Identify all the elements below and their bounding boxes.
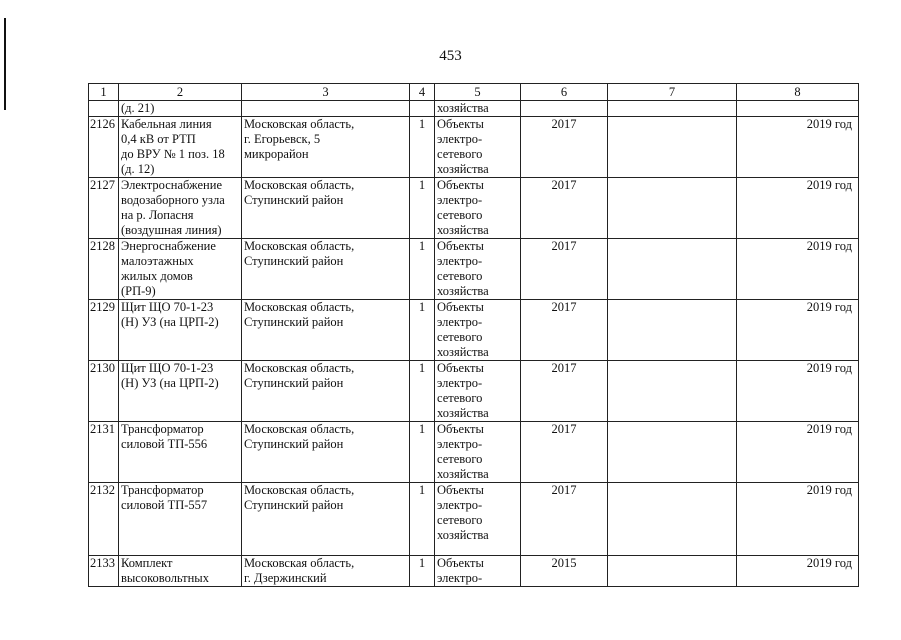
quantity-cell: 1 (410, 117, 435, 178)
quantity-cell: 1 (410, 556, 435, 587)
year-cell: 2017 (521, 361, 608, 422)
table-row (89, 117, 859, 178)
quantity-cell: 1 (410, 300, 435, 361)
location-cell: Московская область, г. Дзержинский (242, 556, 410, 587)
category-cell: Объекты электро- сетевого хозяйства (435, 483, 521, 556)
category-cell: Объекты электро- (435, 556, 521, 587)
category-cell: хозяйства (435, 101, 521, 117)
column7-cell (608, 422, 737, 483)
year-cell: 2017 (521, 117, 608, 178)
year-cell: 2017 (521, 422, 608, 483)
column7-cell (608, 117, 737, 178)
year-cell: 2015 (521, 556, 608, 587)
location-cell: Московская область, г. Егорьевск, 5 микрорайон (242, 117, 410, 178)
object-name-cell: Трансформатор силовой ТП-557 (119, 483, 242, 556)
row-number-cell: 2133 (89, 556, 119, 587)
row-number-cell: 2128 (89, 239, 119, 300)
location-cell: Московская область, Ступинский район (242, 483, 410, 556)
object-name-cell: Щит ЩО 70-1-23 (Н) УЗ (на ЦРП-2) (119, 361, 242, 422)
table-row (89, 556, 859, 587)
property-registry-table (88, 83, 859, 587)
location-cell: Московская область, Ступинский район (242, 239, 410, 300)
table-row (89, 239, 859, 300)
object-name-cell: Щит ЩО 70-1-23 (Н) УЗ (на ЦРП-2) (119, 300, 242, 361)
year-cell: 2017 (521, 178, 608, 239)
header-row (89, 84, 859, 101)
deadline-cell: 2019 год (737, 300, 859, 361)
object-name-cell: Комплект высоковольтных (119, 556, 242, 587)
category-cell: Объекты электро- сетевого хозяйства (435, 300, 521, 361)
quantity-cell: 1 (410, 178, 435, 239)
deadline-cell: 2019 год (737, 361, 859, 422)
table-row (89, 483, 859, 556)
column7-cell (608, 361, 737, 422)
row-number-cell (89, 101, 119, 117)
column-header: 8 (737, 84, 859, 101)
row-number-cell: 2129 (89, 300, 119, 361)
table-row (89, 361, 859, 422)
row-number-cell: 2132 (89, 483, 119, 556)
deadline-cell: 2019 год (737, 117, 859, 178)
column7-cell (608, 178, 737, 239)
category-cell: Объекты электро- сетевого хозяйства (435, 117, 521, 178)
quantity-cell (410, 101, 435, 117)
column7-cell (608, 556, 737, 587)
column-header: 5 (435, 84, 521, 101)
row-number-cell: 2130 (89, 361, 119, 422)
row-number-cell: 2131 (89, 422, 119, 483)
object-name-cell: Кабельная линия 0,4 кВ от РТП до ВРУ № 1 поз. 18 (д. 12) (119, 117, 242, 178)
column-header: 7 (608, 84, 737, 101)
object-name-cell: Энергоснабжение малоэтажных жилых домов (РП-9) (119, 239, 242, 300)
object-name-cell: Электроснабжение водозаборного узла на р. Лопасня (воздушная линия) (119, 178, 242, 239)
location-cell: Московская область, Ступинский район (242, 361, 410, 422)
category-cell: Объекты электро- сетевого хозяйства (435, 361, 521, 422)
year-cell: 2017 (521, 300, 608, 361)
location-cell (242, 101, 410, 117)
column7-cell (608, 483, 737, 556)
object-name-cell: (д. 21) (119, 101, 242, 117)
column7-cell (608, 239, 737, 300)
year-cell: 2017 (521, 239, 608, 300)
row-number-cell: 2127 (89, 178, 119, 239)
deadline-cell: 2019 год (737, 483, 859, 556)
row-number-cell: 2126 (89, 117, 119, 178)
location-cell: Московская область, Ступинский район (242, 178, 410, 239)
deadline-cell: 2019 год (737, 178, 859, 239)
location-cell: Московская область, Ступинский район (242, 422, 410, 483)
column-header: 4 (410, 84, 435, 101)
deadline-cell: 2019 год (737, 239, 859, 300)
column-header: 2 (119, 84, 242, 101)
year-cell (521, 101, 608, 117)
category-cell: Объекты электро- сетевого хозяйства (435, 422, 521, 483)
column7-cell (608, 101, 737, 117)
category-cell: Объекты электро- сетевого хозяйства (435, 178, 521, 239)
quantity-cell: 1 (410, 422, 435, 483)
location-cell: Московская область, Ступинский район (242, 300, 410, 361)
column7-cell (608, 300, 737, 361)
deadline-cell: 2019 год (737, 556, 859, 587)
column-header: 1 (89, 84, 119, 101)
quantity-cell: 1 (410, 361, 435, 422)
column-header: 3 (242, 84, 410, 101)
page-number: 453 (439, 48, 462, 64)
deadline-cell: 2019 год (737, 422, 859, 483)
deadline-cell (737, 101, 859, 117)
column-header: 6 (521, 84, 608, 101)
year-cell: 2017 (521, 483, 608, 556)
object-name-cell: Трансформатор силовой ТП-556 (119, 422, 242, 483)
quantity-cell: 1 (410, 483, 435, 556)
table-row (89, 178, 859, 239)
continuation-row (89, 101, 859, 117)
table-row (89, 422, 859, 483)
quantity-cell: 1 (410, 239, 435, 300)
category-cell: Объекты электро- сетевого хозяйства (435, 239, 521, 300)
table-row (89, 300, 859, 361)
